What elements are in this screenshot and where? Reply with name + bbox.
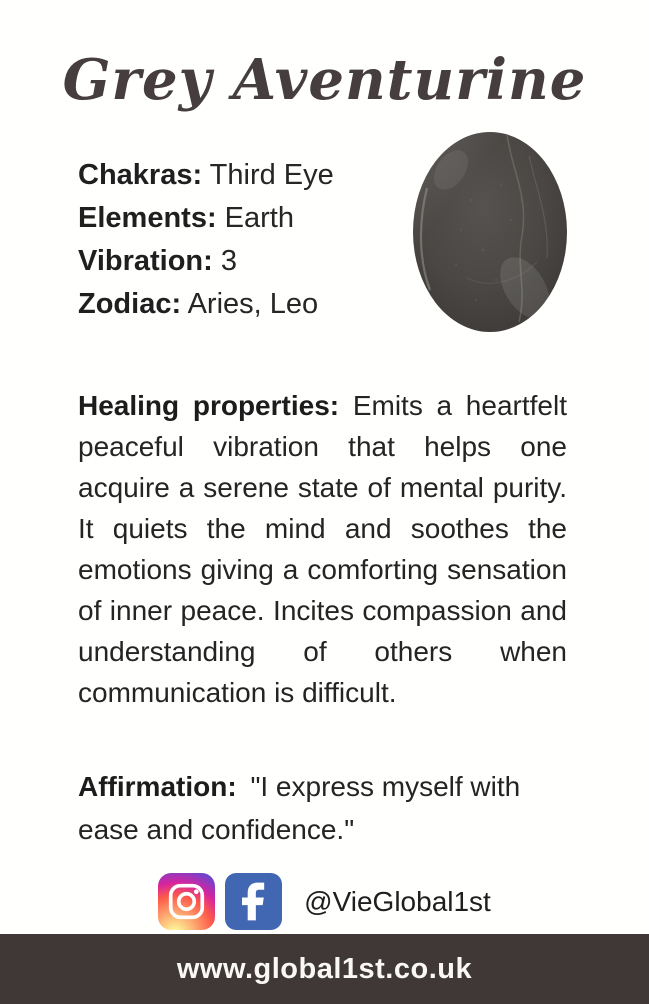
info-row: [0, 154, 649, 339]
healing-properties-paragraph: [78, 385, 567, 713]
property-zodiac: [78, 283, 334, 326]
property-label: Elements:: [78, 202, 217, 234]
affirmation-text: "I express myself with ease and confidence.": [78, 771, 521, 845]
social-handle: @VieGlobal1st: [304, 885, 491, 917]
property-vibration: [78, 240, 334, 283]
healing-properties-label: Healing properties:: [78, 390, 340, 421]
property-label: Chakras:: [78, 159, 203, 191]
affirmation-label: Affirmation:: [78, 771, 237, 802]
property-label: Zodiac:: [78, 288, 182, 320]
affirmation-paragraph: [78, 765, 529, 851]
property-value: Aries, Leo: [187, 288, 319, 320]
footer-bar: [0, 934, 649, 1004]
property-value: 3: [220, 245, 238, 277]
properties-list: [78, 154, 334, 326]
stone-photo: [411, 130, 569, 339]
website-url: www.global1st.co.uk: [176, 952, 473, 985]
page-title: Grey Aventurine: [62, 47, 587, 113]
property-value: Earth: [224, 202, 294, 234]
property-chakras: [78, 154, 334, 197]
property-elements: [78, 197, 334, 240]
property-value: Third Eye: [209, 159, 334, 191]
social-row: [0, 873, 649, 930]
healing-properties-text: Emits a heartfelt peaceful vibration that helps one acquire a serene state of mental purity. It quiets the mind and soothes the emotions giving a comforting sensation of inner peace. Incites compassion and understanding of others when communication is difficult.: [78, 390, 567, 708]
facebook-icon: [225, 873, 282, 930]
property-label: Vibration:: [78, 245, 213, 277]
instagram-icon: [158, 873, 215, 930]
